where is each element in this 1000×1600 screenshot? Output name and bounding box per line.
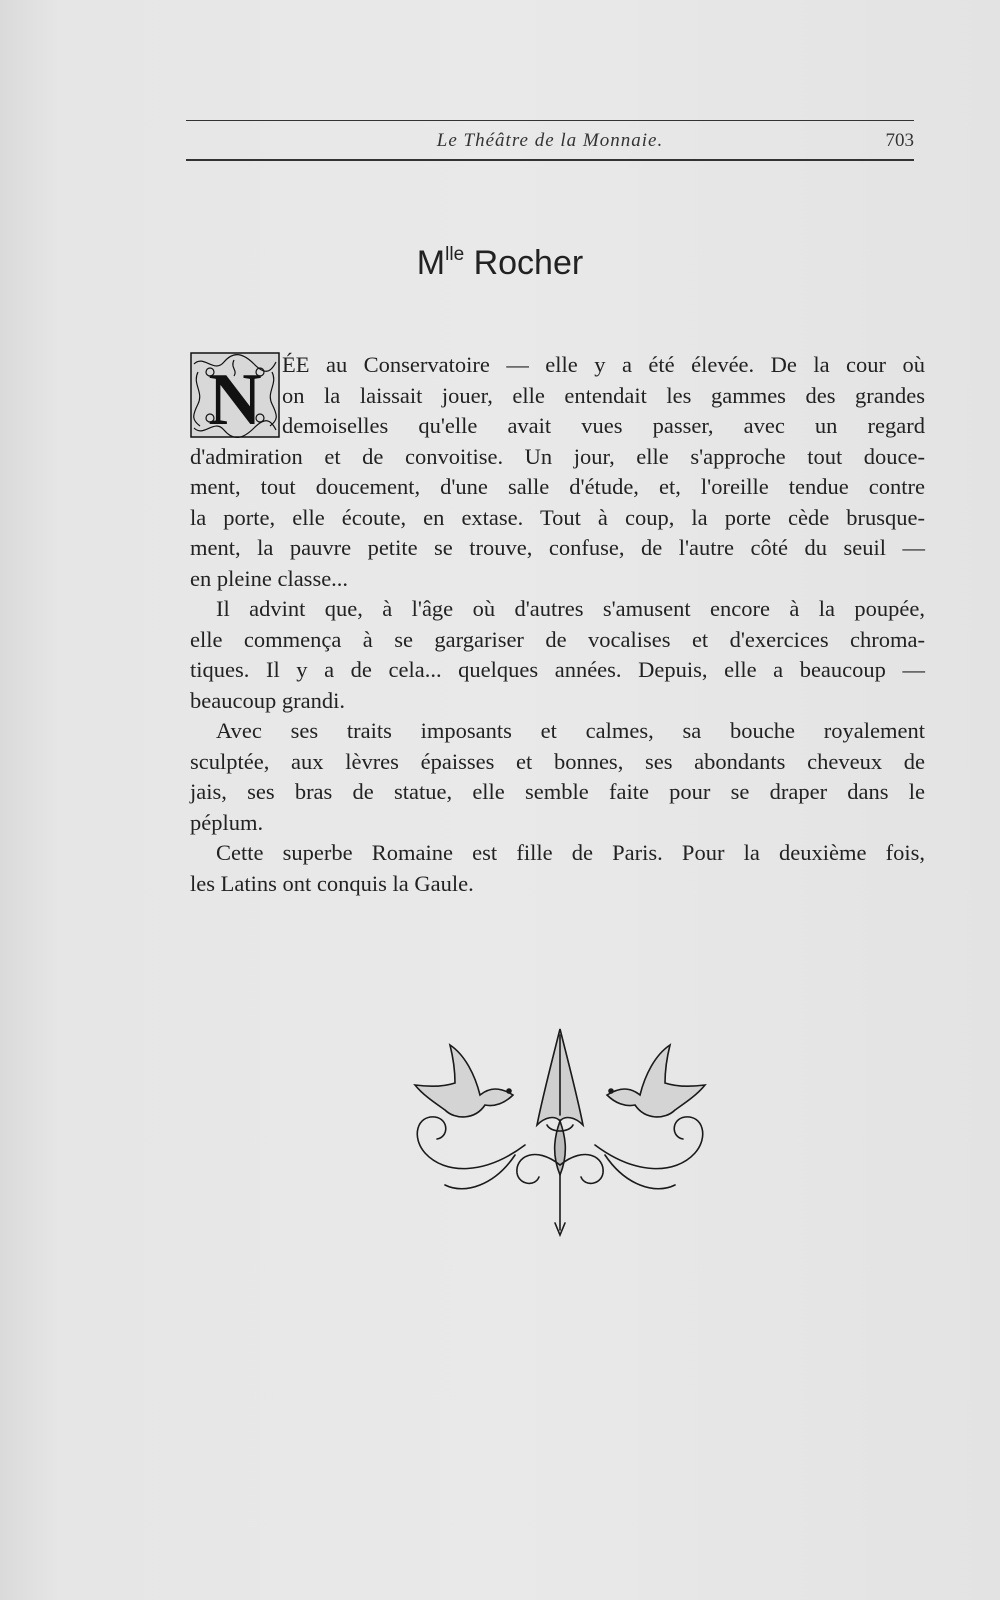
header-rule-top (186, 120, 914, 121)
page-number: 703 (885, 130, 914, 151)
text-line: en pleine classe... (190, 565, 349, 591)
title-superscript: lle (445, 244, 465, 265)
dropcap-letter: N (208, 359, 262, 438)
article-title (0, 244, 1000, 283)
text-line: Avec ses traits imposants et calmes, sa bouche royalement (216, 718, 925, 743)
text-line: jais, ses bras de statue, elle semble faite pour se draper dans le (190, 779, 925, 804)
text-line: ment, la pauvre petite se trouve, confuse, de l'autre côté du seuil — (190, 535, 925, 560)
text-line: demoiselles qu'elle avait vues passer, avec un regard (282, 413, 925, 438)
running-title: Le Théâtre de la Monnaie. (436, 130, 664, 151)
text-line: on la laissait jouer, elle entendait les gammes des grandes (282, 382, 925, 408)
header-rule-bottom (186, 159, 914, 161)
title-prefix: M (416, 244, 446, 282)
text-line: elle commença à se gargariser de vocalises et d'exercices chroma- (190, 626, 925, 652)
fleur-de-lis-ornament-icon (405, 1025, 715, 1240)
article-body (190, 350, 925, 899)
text-line: la porte, elle écoute, en extase. Tout à coup, la porte cède brusque- (190, 504, 925, 530)
text-line: les Latins ont conquis la Gaule. (190, 870, 474, 896)
text-line: péplum. (190, 809, 264, 835)
text-line: beaucoup grandi. (190, 687, 345, 713)
text-line: d'admiration et de convoitise. Un jour, elle s'approche tout douce- (190, 443, 925, 469)
decorative-dropcap-icon (190, 352, 280, 438)
text-line: tiques. Il y a de cela... quelques années. Depuis, elle a beaucoup — (190, 657, 925, 682)
title-name: Rocher (473, 244, 584, 282)
text-line: ÉE au Conservatoire — elle y a été élevée. De la cour où (282, 352, 925, 377)
text-line: sculptée, aux lèvres épaisses et bonnes, ses abondants cheveux de (190, 748, 925, 774)
text-line: Il advint que, à l'âge où d'autres s'amusent encore à la poupée, (216, 596, 925, 621)
text-line: Cette superbe Romaine est fille de Paris. Pour la deuxième fois, (216, 840, 925, 865)
text-line: ment, tout doucement, d'une salle d'étude, et, l'oreille tendue contre (190, 474, 925, 499)
